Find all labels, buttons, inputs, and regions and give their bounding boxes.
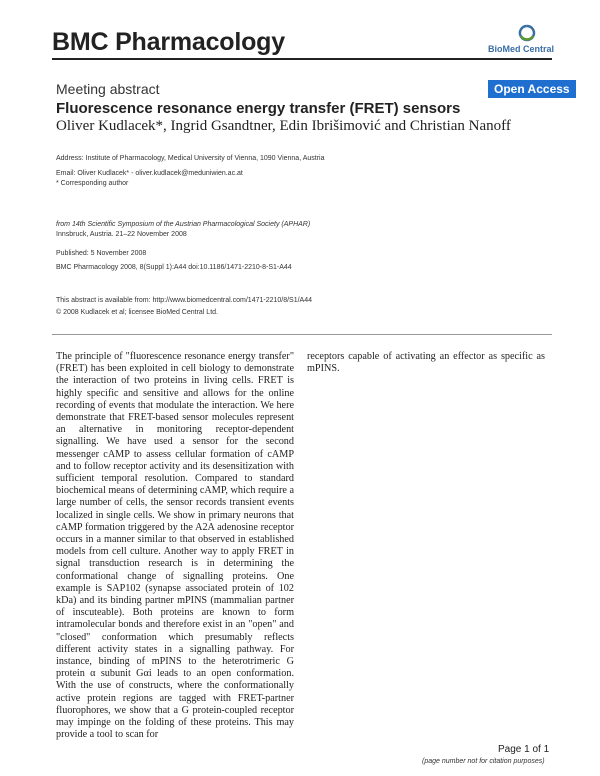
page-note: (page number not for citation purposes)	[422, 758, 545, 765]
availability-line: This abstract is available from: http://www.biomedcentral.com/1471-2210/8/S1/A44	[56, 297, 313, 304]
article-title: Fluorescence resonance energy transfer (FRET) sensors	[56, 100, 461, 117]
article-type: Meeting abstract	[56, 81, 160, 97]
author-address: Address: Institute of Pharmacology, Medical University of Vienna, 1090 Vienna, Austria	[56, 155, 325, 162]
journal-title: BMC Pharmacology	[52, 28, 285, 56]
citation-line: BMC Pharmacology 2008, 8(Suppl 1):A44 doi:10.1186/1471-2210-8-S1-A44	[56, 264, 292, 271]
open-access-badge: Open Access	[488, 80, 576, 98]
meeting-source-line2: Innsbruck, Austria. 21–22 November 2008	[56, 231, 187, 238]
publisher-logo-text: BioMed Central	[488, 44, 555, 54]
abstract-column-1: The principle of "fluorescence resonance energy transfer" (FRET) has been exploited in cell biology to demonstrate the interaction of two proteins in living cells. FRET is highly specific and sensitive and allows for the online recording of events that modulate the interaction. We here demonstrate that FRET-based sensor molecules represent an alternative in monitoring receptor-dependent signalling. We have used a sensor for the second messenger cAMP to assess cellular formation of cAMP and to follow receptor activity and its desensitization with sufficient temporal resolution. Compared to standard biochemical means of determining cAMP, which require a large number of cells, the sensor records transient events localized in single cells. We show in primary neurons that cAMP formation triggered by the A2A adenosine receptor occurs in a manner similar to that observed in established models from cell culture. Another way to apply FRET in signal transduction research is in determining the conformational change of signalling proteins. One example is SAP102 (synapse associated protein of 102 kDa) and its binding partner mPINS (mammalian partner of inscuteable). Both proteins are known to form intramolecular bonds and therefore exist in an "open" and "closed" conformation which presumably reflects different activity states in a signalling pathway. For instance, binding of mPINS to the heterotrimeric G protein α subunit Gαi leads to an open conformation. With the use of constructs, where the conformationally active protein regions are tagged with FRET-partner fluorophores, we show that a G protein-coupled receptor may impinge on the folding of these proteins. This may provide a tool to scan for	[56, 351, 294, 741]
copyright-line: © 2008 Kudlacek et al; licensee BioMed Central Ltd.	[56, 309, 218, 316]
author-list: Oliver Kudlacek*, Ingrid Gsandtner, Edin Ibrišimović and Christian Nanoff	[56, 118, 511, 134]
meeting-source-line1: from 14th Scientific Symposium of the Austrian Pharmacological Society (APHAR)	[56, 221, 311, 228]
corresponding-note: * Corresponding author	[56, 180, 129, 187]
header-rule	[52, 58, 552, 60]
abstract-column-2: receptors capable of activating an effector as specific as mPINS.	[307, 351, 545, 375]
published-date: Published: 5 November 2008	[56, 250, 147, 257]
author-email: Email: Oliver Kudlacek* - oliver.kudlacek@meduniwien.ac.at	[56, 170, 243, 177]
divider	[52, 334, 552, 335]
page-number: Page 1 of 1	[498, 744, 550, 755]
